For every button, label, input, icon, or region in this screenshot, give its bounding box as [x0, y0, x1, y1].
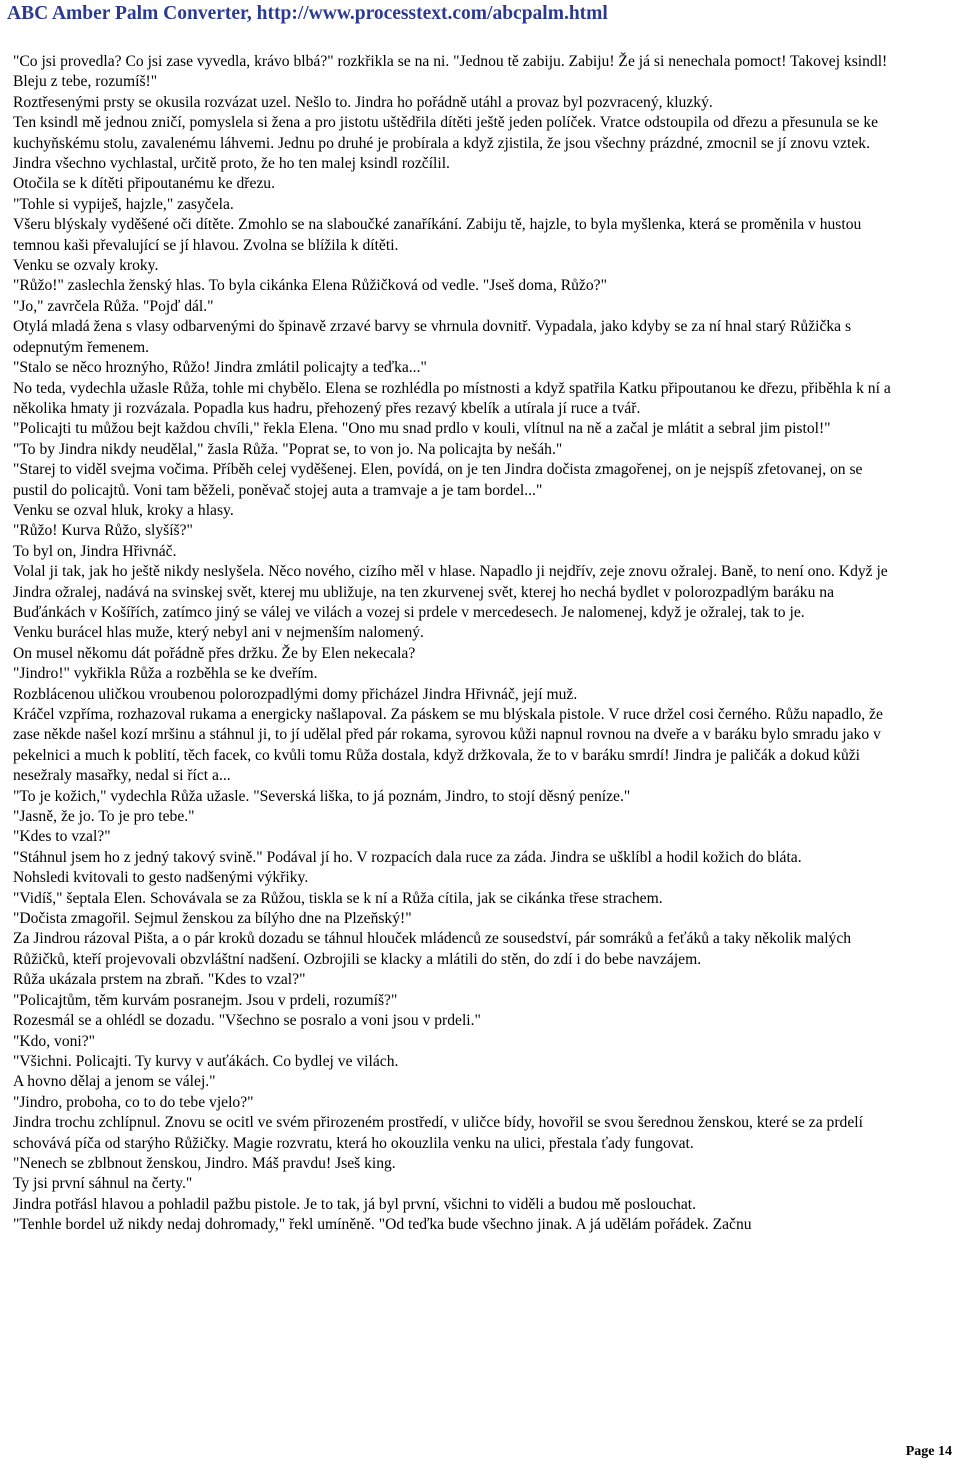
paragraph: Venku burácel hlas muže, který nebyl ani v nejmenším nalomený. — [13, 624, 424, 642]
paragraph: "Jindro!" vykřikla Růža a rozběhla se ke dveřím. — [13, 665, 318, 683]
document-body — [13, 52, 893, 1236]
paragraph: "Kdes to vzal?" — [13, 828, 111, 846]
paragraph: Nohsledi kvitovali to gesto nadšenými výkřiky. — [13, 869, 309, 887]
paragraph: "Co jsi provedla? Co jsi zase vyvedla, krávo blbá?" rozkřikla se na ni. "Jednou tě zabiju. Zabiju! Že já si nenechala pomoct! Takovej ksindl! Bleju z tebe, rozumíš!" — [13, 53, 888, 91]
paragraph: Za Jindrou rázoval Pišta, a o pár kroků dozadu se táhnul hlouček mládenců ze sousedství, pár somráků a feťáků a taky několik malých Růžičků, kteří projevovali obzvláštní nadšení. Ozbrojili se klacky a mlátili do stěn, do zdí i do bebe navzájem. — [13, 930, 852, 968]
paragraph: Všeru blýskaly vyděšené oči dítěte. Zmohlo se na slaboučké zanaříkání. Zabiju tě, hajzle, to byla myšlenka, která se proměnila v hustou temnou kaši převalující se jí hlavou. Zvolna se blížila k dítěti. — [13, 216, 862, 254]
paragraph: Ty jsi první sáhnul na čerty." — [13, 1175, 193, 1193]
paragraph: Kráčel vzpříma, rozhazoval rukama a energicky našlapoval. Za páskem se mu blýskala pistole. V ruce držel cosi černého. Růžu napadlo, že zase někde našel kozí mršinu a stáhnul ji, to jí udělal před pár rokama, syrovou kůži napnul rovnou na dveře a v baráku bylo smradu jako v pekelnici a much k poblití, těch facek, co kvůli tomu Růža dostala, když držkovala, že to v baráku smrdí! Jindra je paličák a dokud kůži nesežraly masařky, nedal si říct a... — [13, 706, 883, 785]
paragraph: A hovno dělaj a jenom se válej." — [13, 1073, 216, 1091]
paragraph: "Stalo se něco hroznýho, Růžo! Jindra zmlátil policajty a teďka..." — [13, 359, 427, 377]
paragraph: "Starej to viděl svejma vočima. Příběh celej vyděšenej. Elen, povídá, on je ten Jindra dočista zmagořenej, on je nejspíš zfetovanej, on se pustil do policajtů. Voni tam běželi, poněvač stojej auta a tramvaje a je tam bordel..." — [13, 461, 863, 499]
paragraph: "Všichni. Policajti. Ty kurvy v auťákách. Co bydlej ve vilách. — [13, 1052, 399, 1070]
paragraph: "Policajti tu můžou bejt každou chvíli," řekla Elena. "Ono mu snad prdlo v kouli, vlítnul na ně a začal je mlátit a sebral jim pistol!" — [13, 420, 831, 438]
paragraph: On musel někomu dát pořádně přes držku. Že by Elen nekecala? — [13, 644, 416, 662]
converter-header: ABC Amber Palm Converter, http://www.processtext.com/abcpalm.html — [7, 3, 608, 24]
paragraph: Růža ukázala prstem na zbraň. "Kdes to vzal?" — [13, 971, 306, 989]
paragraph: "Růžo! Kurva Růžo, slyšíš?" — [13, 522, 193, 540]
paragraph: Jindra trochu zchlípnul. Znovu se ocitl ve svém přirozeném prostředí, v uličce bídy, hovořil se svou šerednou ženskou, které se za prdelí schovává píča od starýho Růžičky. Magie rozvratu, která ho okouzlila venku na ulici, přestala ťady fungovat. — [13, 1114, 863, 1152]
paragraph: "Stáhnul jsem ho z jedný takový svině." Podával jí ho. V rozpacích dala ruce za záda. Jindra se ušklíbl a hodil kožich do bláta. — [13, 848, 802, 866]
paragraph: "Nenech se zblbnout ženskou, Jindro. Máš pravdu! Jseš king. — [13, 1154, 396, 1172]
paragraph: "Kdo, voni?" — [13, 1032, 96, 1050]
page-number: Page 14 — [905, 1444, 952, 1459]
paragraph: "Jasně, že jo. To je pro tebe." — [13, 808, 195, 826]
paragraph: "Dočista zmagořil. Sejmul ženskou za bílýho dne na Plzeňský!" — [13, 910, 412, 928]
paragraph: "Růžo!" zaslechla ženský hlas. To byla cikánka Elena Růžičková od vedle. "Jseš doma, Růžo?" — [13, 277, 607, 295]
paragraph: Rozblácenou uličkou vroubenou polorozpadlými domy přicházel Jindra Hřivnáč, její muž. — [13, 685, 578, 703]
paragraph: "Vidíš," šeptala Elen. Schovávala se za Růžou, tiskla se k ní a Růža cítila, jak se cikánka třese strachem. — [13, 889, 663, 907]
paragraph: "Tenhle bordel už nikdy nedaj dohromady," řekl umíněně. "Od teďka bude všechno jinak. A já udělám pořádek. Začnu — [13, 1216, 752, 1234]
paragraph: No teda, vydechla užasle Růža, tohle mi chybělo. Elena se rozhlédla po místnosti a když spatřila Katku připoutanou ke dřezu, přiběhla k ní a několika hmaty ji rozvázala. Popadla kus hadru, přehozený přes rezavý kbelík a utírala jí ruce a tvář. — [13, 379, 891, 417]
paragraph: Venku se ozvaly kroky. — [13, 257, 159, 275]
paragraph: "Policajtům, těm kurvám posranejm. Jsou v prdeli, rozumíš?" — [13, 991, 398, 1009]
paragraph: Rozesmál se a ohlédl se dozadu. "Všechno se posralo a voni jsou v prdeli." — [13, 1012, 481, 1030]
paragraph: Venku se ozval hluk, kroky a hlasy. — [13, 501, 234, 519]
paragraph: Volal ji tak, jak ho ještě nikdy neslyšela. Něco nového, cizího měl v hlase. Napadlo ji nejdřív, zeje znovu ožralej. Baně, to není ono. Když je Jindra ožralej, nadává na svinskej svět, kterej mu ubližuje, na ten zkurvenej svět, kterej ho nechá bydlet v polorozpadlým baráku na Buďánkách v Košířích, zatímco jiný se válej ve vilách a vozej si prdele v mercedesech. Je nalomenej, když je ožralej, tak to je. — [13, 563, 888, 621]
paragraph: Otylá mladá žena s vlasy odbarvenými do špinavě zrzavé barvy se vhrnula dovnitř. Vypadala, jako kdyby se za ní hnal starý Růžička s odepnutým řemenem. — [13, 318, 852, 356]
paragraph: "Jindro, proboha, co to do tebe vjelo?" — [13, 1093, 254, 1111]
paragraph: Jindra potřásl hlavou a pohladil pažbu pistole. Je to tak, já byl první, všichni to viděli a budou mě poslouchat. — [13, 1195, 696, 1213]
paragraph: Ten ksindl mě jednou zničí, pomyslela si žena a pro jistotu uštědřila dítěti ještě jeden políček. Vratce odstoupila od dřezu a přesunula se ke kuchyňskému stolu, zavalenému láhvemi. Jednu po druhé je probírala a když zjistila, že jsou všechny prázdné, zmocnil se jí znovu vztek. Jindra všechno vychlastal, určitě proto, že ho ten malej ksindl rozčílil. — [13, 114, 879, 173]
paragraph: "Tohle si vypiješ, hajzle," zasyčela. — [13, 195, 234, 213]
paragraph: Roztřesenými prsty se okusila rozvázat uzel. Nešlo to. Jindra ho pořádně utáhl a provaz byl pozvracený, kluzký. — [13, 93, 713, 111]
paragraph: To byl on, Jindra Hřivnáč. — [13, 542, 177, 560]
paragraph: "Jo," zavrčela Růža. "Pojď dál." — [13, 297, 214, 315]
paragraph: Otočila se k dítěti připoutanému ke dřezu. — [13, 175, 275, 193]
paragraph: "To by Jindra nikdy neudělal," žasla Růža. "Poprat se, to von jo. Na policajta by nešáh." — [13, 440, 563, 458]
paragraph: "To je kožich," vydechla Růža užasle. "Severská liška, to já poznám, Jindro, to stojí děsný peníze." — [13, 787, 631, 805]
